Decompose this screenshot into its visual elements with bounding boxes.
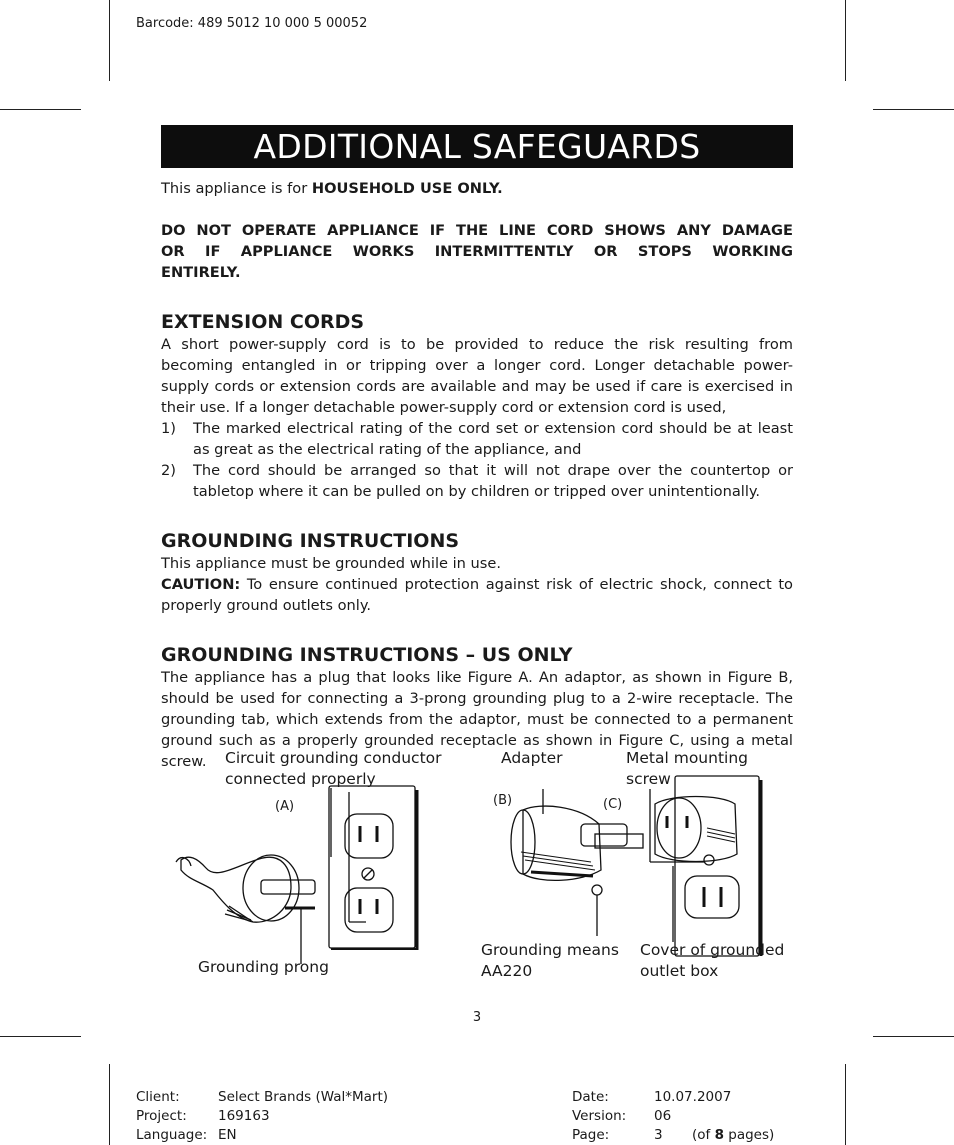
- caution-text: To ensure continued protection against risk of electric shock, connect to properly ground outlets only.: [161, 576, 793, 614]
- crop-mark: [109, 0, 110, 81]
- label-adapter: Adapter: [501, 749, 563, 767]
- section-heading-extension-cords: EXTENSION CORDS: [161, 311, 365, 333]
- footer-of-total: 8: [714, 1127, 724, 1143]
- footer-version-label: Version:: [572, 1108, 627, 1124]
- footer-client: Select Brands (Wal*Mart): [218, 1089, 389, 1105]
- footer-language-label: Language:: [136, 1127, 208, 1143]
- footer-right: [572, 1088, 774, 1145]
- extension-body: A short power-supply cord is to be provided to reduce the risk resulting from becoming entangled in or tripping over a longer cord. Longer detachable power-supply cords or extension cords are available and may be used if care is exercised in their use. If a longer detachable power-supply cord or extension cord is used,: [161, 336, 793, 416]
- intro-line: [161, 178, 793, 199]
- intro-prefix: This appliance is for: [161, 180, 312, 197]
- grounding-figure: [161, 742, 801, 992]
- list-number: 1): [161, 420, 176, 437]
- section-heading-grounding-us: GROUNDING INSTRUCTIONS – US ONLY: [161, 644, 573, 666]
- document-body: [161, 178, 793, 772]
- label-cover-line1: Cover of grounded: [640, 941, 785, 959]
- crop-mark: [109, 1064, 110, 1145]
- crop-mark: [845, 1064, 846, 1145]
- label-cover-line2: outlet box: [640, 962, 719, 980]
- label-circuit-line1: Circuit grounding conductor: [225, 749, 442, 767]
- operation-warning: DO NOT OPERATE APPLIANCE IF THE LINE CORD SHOWS ANY DAMAGE OR IF APPLIANCE WORKS INTERMITTENTLY OR STOPS WORKING ENTIRELY.: [161, 222, 793, 281]
- footer-version: 06: [654, 1108, 672, 1124]
- footer-page: 3: [654, 1127, 663, 1143]
- wall-plate: [329, 786, 415, 948]
- page-title: ADDITIONAL SAFEGUARDS: [161, 125, 793, 168]
- list-number: 2): [161, 462, 176, 479]
- grounding-line: This appliance must be grounded while in use.: [161, 555, 502, 572]
- barcode-text: Barcode: 489 5012 10 000 5 00052: [136, 16, 368, 31]
- label-means-line1: Grounding means: [481, 941, 619, 959]
- footer-date-label: Date:: [572, 1089, 609, 1105]
- list-text: The marked electrical rating of the cord set or extension cord should be at least as great as the electrical rating of the appliance, and: [193, 420, 793, 458]
- crop-mark: [0, 109, 81, 110]
- label-figure-c: (C): [603, 797, 623, 812]
- footer-project: 169163: [218, 1108, 270, 1124]
- footer-project-label: Project:: [136, 1108, 187, 1124]
- crop-mark: [873, 109, 954, 110]
- metal-screw: [704, 855, 714, 865]
- outlet-bottom: [345, 888, 393, 932]
- footer-of-prefix: (of: [692, 1127, 715, 1143]
- intro-emphasis: HOUSEHOLD USE ONLY.: [311, 180, 503, 197]
- list-item: [161, 460, 793, 502]
- outlet-top: [345, 814, 393, 858]
- crop-mark: [0, 1036, 81, 1037]
- label-figure-b: (B): [493, 793, 513, 808]
- label-metal-line1: Metal mounting: [626, 749, 748, 767]
- caution-paragraph: [161, 574, 793, 616]
- label-metal-line2: screw: [626, 770, 671, 788]
- page-number: 3: [472, 1010, 482, 1025]
- footer-of-suffix: pages): [723, 1127, 775, 1143]
- footer-date: 10.07.2007: [654, 1089, 732, 1105]
- grounding-us-body: The appliance has a plug that looks like Figure A. An adaptor, as shown in Figure B, should be used for connecting a 3-prong grounding plug to a 2-wire receptacle. The grounding tab, which extends from the adaptor, must be connected to a permanent ground such as a properly grounded receptacle as shown in Figure C, using a metal screw.: [161, 669, 793, 770]
- outlet-plate-c: [675, 776, 759, 956]
- footer-page-label: Page:: [572, 1127, 610, 1143]
- crop-mark: [873, 1036, 954, 1037]
- footer-client-label: Client:: [136, 1089, 180, 1105]
- list-text: The cord should be arranged so that it will not drape over the countertop or tabletop where it can be pulled on by children or tripped over unintentionally.: [193, 462, 793, 500]
- label-grounding-prong: Grounding prong: [198, 958, 329, 976]
- caution-label: CAUTION:: [161, 576, 241, 593]
- footer-left: [136, 1088, 388, 1145]
- footer-language: EN: [218, 1127, 237, 1143]
- label-figure-a: (A): [275, 799, 295, 814]
- label-circuit-line2: connected properly: [225, 770, 376, 788]
- adapter-ground-tab: [592, 885, 602, 895]
- crop-mark: [845, 0, 846, 81]
- label-means-line2: AA220: [481, 962, 533, 980]
- list-item: [161, 418, 793, 460]
- plug-body: [181, 857, 291, 922]
- section-heading-grounding: GROUNDING INSTRUCTIONS: [161, 530, 460, 552]
- footer-page-total: [692, 1126, 774, 1145]
